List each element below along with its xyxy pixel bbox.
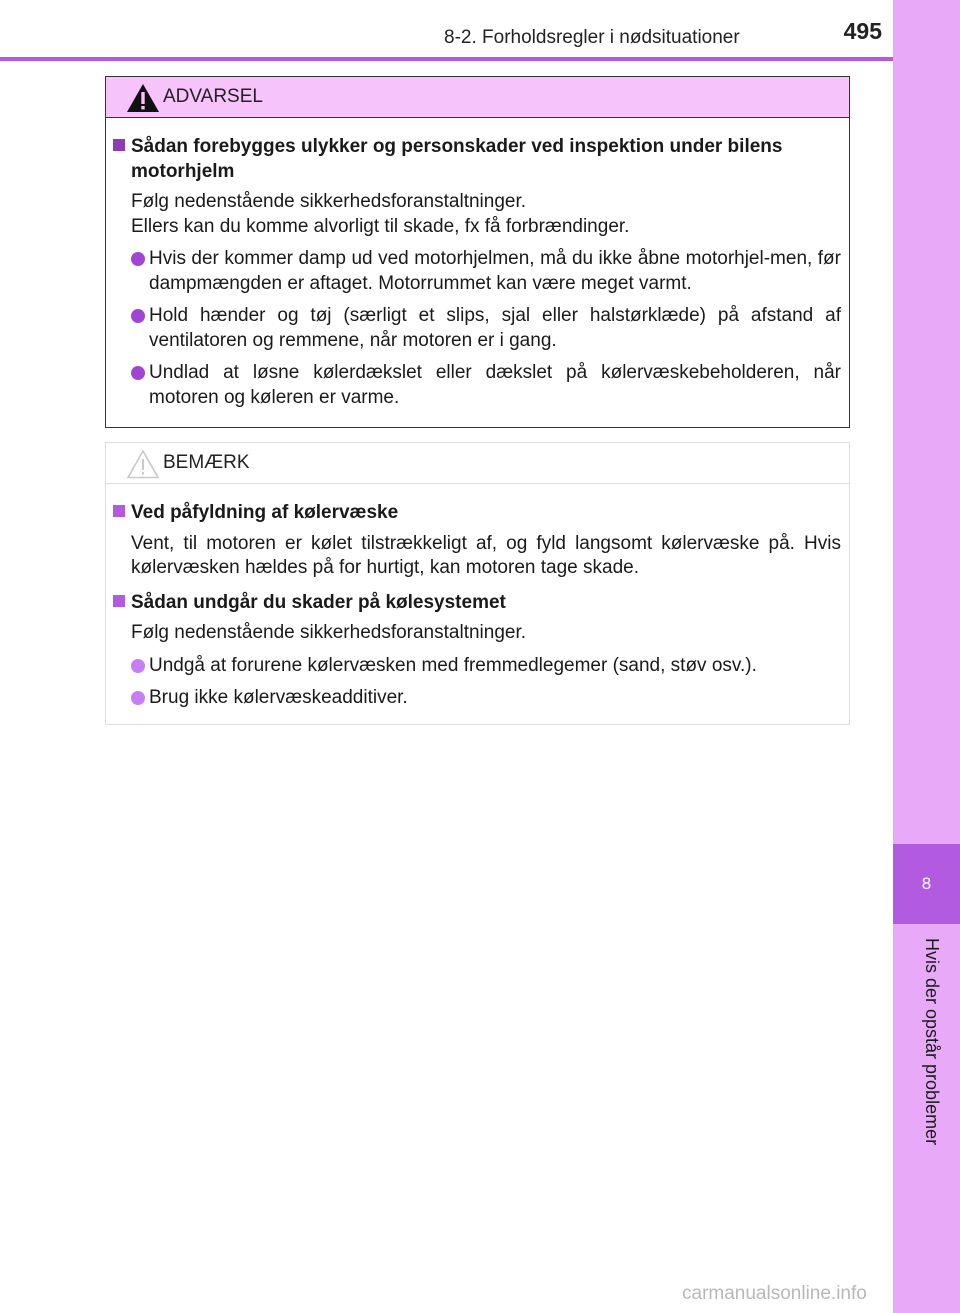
notice-box-header [106, 443, 849, 484]
chapter-number: 8 [921, 874, 932, 893]
square-bullet-icon [113, 595, 129, 609]
notice-label: BEMÆRK [163, 452, 250, 473]
warning-label: ADVARSEL [163, 86, 263, 107]
warning-box [105, 76, 850, 428]
page-number: 495 [843, 18, 882, 44]
round-bullet-icon [131, 654, 149, 679]
warning-box-header [106, 77, 849, 118]
watermark: carmanualsonline.info [682, 1283, 867, 1304]
notice-heading-2 [113, 591, 841, 616]
warning-triangle-icon [126, 83, 160, 113]
warning-intro [113, 190, 841, 239]
notice-paragraph-1: Vent, til motoren er kølet tilstrækkeligt af, og fyld langsomt kølervæske på. Hvis kølervæsken hældes på for hurtigt, kan motoren tage skade. [131, 532, 841, 578]
square-bullet-icon [113, 505, 129, 519]
section-title: 8-2. Forholdsregler i nødsituationer [444, 27, 740, 48]
caution-triangle-icon [126, 449, 160, 479]
warning-intro-line1: Følg nedenstående sikkerhedsforanstaltninger. [131, 191, 527, 212]
warning-heading [113, 135, 841, 184]
list-item [113, 304, 841, 353]
notice-paragraph-2: Følg nedenstående sikkerhedsforanstaltninger. [131, 622, 527, 643]
warning-heading-text: Sådan forebygges ulykker og personskader ved inspektion under bilens motorhjelm [131, 136, 783, 182]
notice-heading-1-text: Ved påfyldning af kølervæske [131, 502, 399, 523]
notice-box [105, 442, 850, 725]
list-item-text: Brug ikke kølervæskeadditiver. [149, 687, 408, 708]
list-item-text: Undgå at forurene kølervæsken med fremmedlegemer (sand, støv osv.). [149, 654, 757, 676]
round-bullet-icon [131, 304, 149, 353]
square-bullet-icon [113, 139, 129, 153]
list-item [113, 361, 841, 410]
round-bullet-icon [131, 247, 149, 296]
header-rule [0, 57, 893, 61]
notice-heading-1 [113, 501, 841, 526]
list-item [113, 654, 841, 679]
chapter-title: Hvis der opstår problemer [922, 938, 942, 1146]
list-item [113, 686, 841, 711]
notice-body [106, 484, 849, 711]
round-bullet-icon [131, 686, 149, 711]
warning-intro-line2: Ellers kan du komme alvorligt til skade, fx få forbrændinger. [131, 215, 630, 237]
list-item-text: Hold hænder og tøj (særligt et slips, sjal eller halstørklæde) på afstand af ventilatoren og remmene, når motoren er i gang. [149, 305, 841, 351]
list-item-text: Hvis der kommer damp ud ved motorhjelmen, må du ikke åbne motorhjel-men, før dampmængden er aftaget. Motorrummet kan være meget varmt. [149, 248, 841, 294]
chapter-number-box [893, 844, 960, 924]
warning-body [106, 118, 849, 410]
list-item [113, 247, 841, 296]
list-item-text: Undlad at løsne kølerdækslet eller dækslet på kølervæskebeholderen, når motoren og køleren er varme. [149, 362, 841, 408]
round-bullet-icon [131, 361, 149, 410]
notice-heading-2-text: Sådan undgår du skader på kølesystemet [131, 591, 506, 613]
